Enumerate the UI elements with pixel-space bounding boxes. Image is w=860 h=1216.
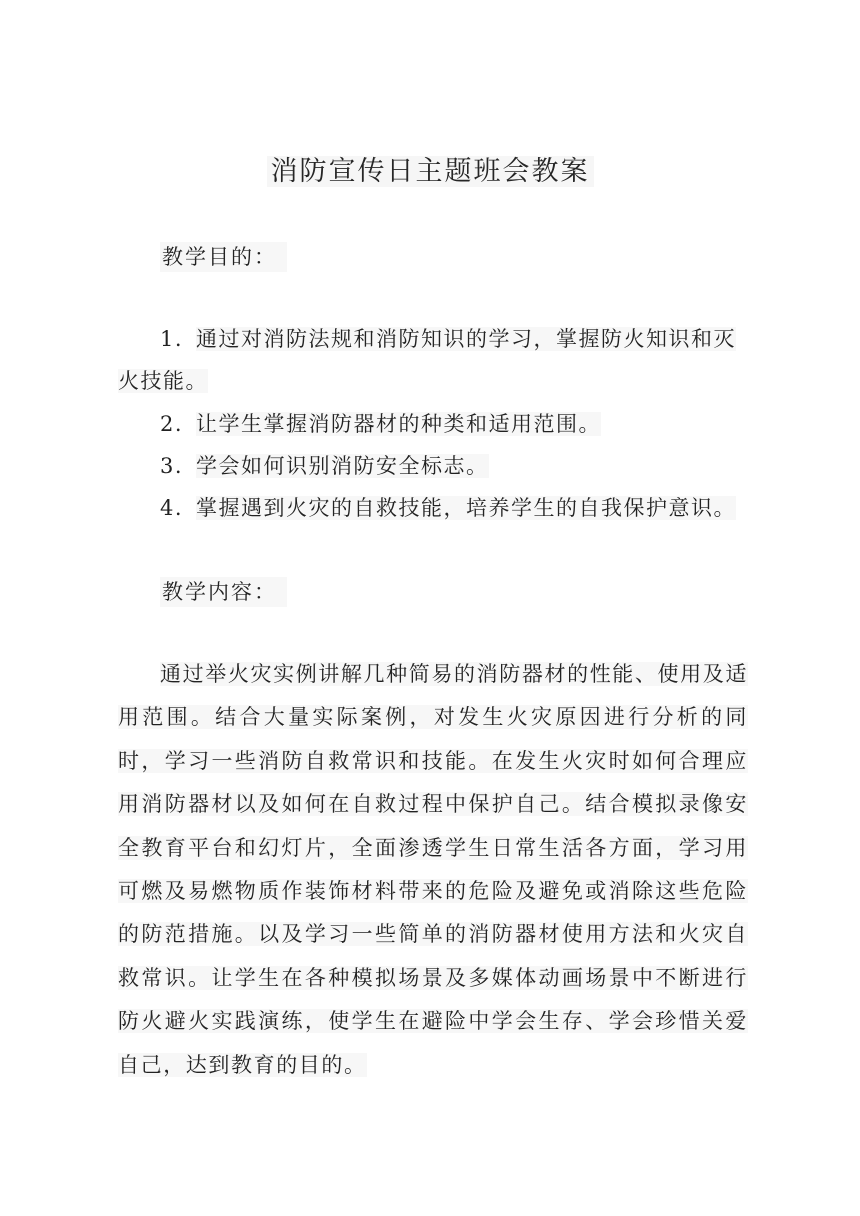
content-paragraph-text: 通过举火灾实例讲解几种简易的消防器材的性能、使用及适用范围。结合大量实际案例，对发生火灾原因进行分析的同时，学习一些消防自救常识和技能。在发生火灾时如何合理应用消防器材以及如何在自救过程中保护自己。结合模拟录像安全教育平台和幻灯片，全面渗透学生日常生活各方面，学习用可燃及易燃物质作装饰材料带来的危险及避免或消除这些危险的防范措施。以及学习一些简单的消防器材使用方法和火灾自救常识。让学生在各种模拟场景及多媒体动画场景中不断进行防火避火实践演练，使学生在避险中学会生存、学会珍惜关爱自己，达到教育的目的。 <box>118 662 748 1077</box>
objectives-heading: 教学目的： <box>160 242 287 272</box>
objective-text: 掌握遇到火灾的自救技能，培养学生的自我保护意识。 <box>196 496 736 520</box>
content-heading: 教学内容： <box>160 577 287 607</box>
objective-number: 1. <box>160 327 184 351</box>
objective-item-4 <box>118 487 748 529</box>
objective-number: 3. <box>160 454 184 478</box>
objective-text: 通过对消防法规和消防知识的学习，掌握防火知识和灭火技能。 <box>118 327 736 393</box>
document-title <box>0 150 860 194</box>
objective-text: 学会如何识别消防安全标志。 <box>196 454 489 478</box>
objective-item-1 <box>118 318 748 402</box>
objective-number: 2. <box>160 412 184 436</box>
objective-item-3 <box>118 445 748 487</box>
document-title-text: 消防宣传日主题班会教案 <box>267 156 594 187</box>
objective-item-2 <box>118 403 748 445</box>
objective-text: 让学生掌握消防器材的种类和适用范围。 <box>196 412 601 436</box>
objective-number: 4. <box>160 496 184 520</box>
content-paragraph <box>118 653 748 1087</box>
